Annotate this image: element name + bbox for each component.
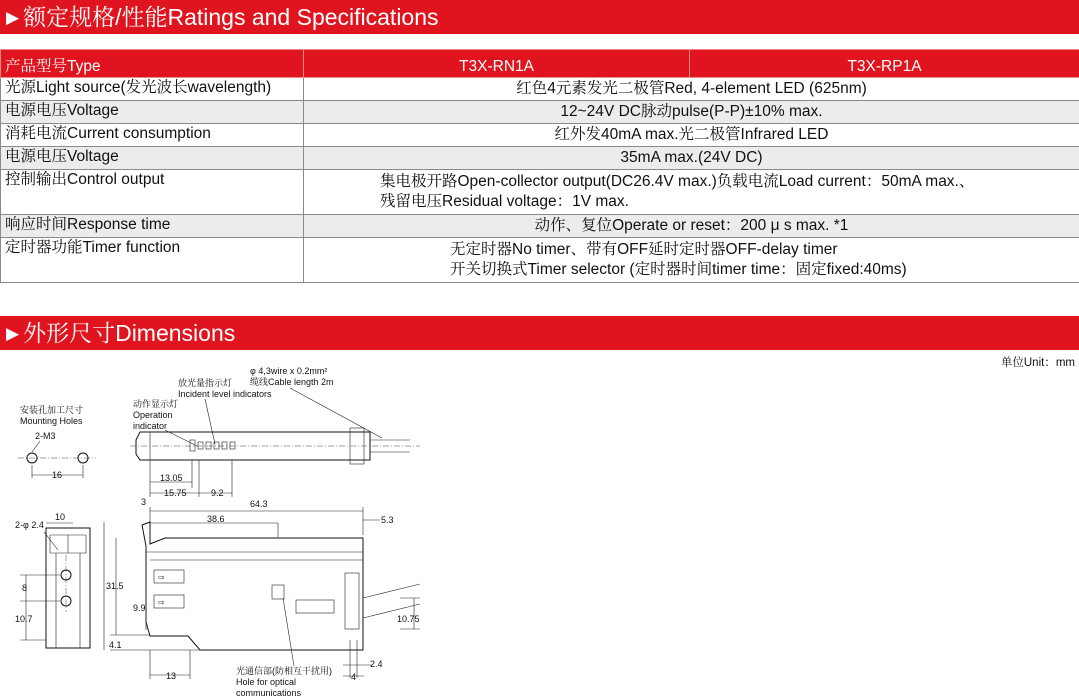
row-label: 电源电压Voltage	[1, 101, 304, 124]
row-label: 电源电压Voltage	[1, 147, 304, 170]
row-value-line: 无定时器No timer、带有OFF延时定时器OFF-delay timer	[450, 241, 838, 258]
optical-hole-en1-label: Hole for optical	[236, 677, 297, 687]
row-value-line: 集电极开路Open-collector output(DC26.4V max.)负载电流Load current：50mA max.、	[380, 173, 975, 190]
m3-leader	[32, 441, 40, 452]
dimensions-section-title	[6, 319, 235, 350]
dim-5-3-label: 5.3	[381, 515, 394, 525]
dim-64-3-label: 64.3	[250, 499, 268, 509]
optical-hole-en2-label: communications	[236, 688, 302, 698]
sensor-front-view-body	[142, 522, 363, 650]
wire-spec-label: φ 4,3wire x 0.2mm²	[250, 366, 328, 376]
arrow-right-icon: ⇨	[158, 598, 165, 607]
play-arrow-icon: ▶	[6, 8, 20, 27]
operation-indicator-cn-label: 动作显示灯	[133, 399, 179, 409]
ratings-section-header	[0, 0, 1079, 34]
dim-9-2-label: 9.2	[211, 488, 224, 498]
ratings-section-title	[6, 3, 439, 34]
row-label: 光源Light source(发光波长wavelength)	[1, 78, 304, 101]
dim-2-phi-2-4-label: 2-φ 2.4	[15, 520, 44, 530]
dim-3-label: 3	[141, 497, 147, 507]
dim-31-5-label: 31.5	[106, 581, 124, 591]
dim-16-label: 16	[52, 470, 63, 480]
table-row	[1, 170, 1079, 215]
dim-10-75-label: 10.75	[397, 614, 420, 624]
row-value	[304, 238, 1079, 283]
row-value: 12~24V DC脉动pulse(P-P)±10% max.	[304, 101, 1079, 124]
model-rn1a-header: T3X-RN1A	[304, 50, 690, 78]
table-row	[1, 238, 1079, 283]
incident-indicator-cn-label: 放光量指示灯	[178, 378, 233, 388]
mounting-holes-en-label: Mounting Holes	[20, 416, 83, 426]
operation-led	[190, 440, 195, 451]
incident-led-2	[206, 442, 211, 449]
incident-led-5	[230, 442, 235, 449]
dimensions-title-text: 外形尺寸Dimensions	[23, 320, 236, 346]
dim-10-label: 10	[55, 512, 66, 522]
row-value-line: 残留电压Residual voltage：1V max.	[380, 193, 629, 210]
row-label: 响应时间Response time	[1, 215, 304, 238]
cable-length-label: 缆线Cable length 2m	[250, 377, 334, 387]
table-row	[1, 147, 1079, 170]
dim-15-75-label: 15.75	[164, 488, 187, 498]
dim-13-label: 13	[166, 671, 177, 681]
row-value-line: 开关切换式Timer selector (定时器时间timer time：固定fixed:40ms)	[450, 261, 907, 278]
mounting-holes-cn-label: 安装孔加工尺寸	[20, 405, 84, 415]
arrow-right-icon: ⇨	[158, 573, 165, 582]
dimensions-section-header	[0, 316, 1079, 350]
dim-2-4-label: 2.4	[370, 659, 383, 669]
row-value: 动作、复位Operate or reset：200 μ s max. *1	[304, 215, 1079, 238]
wire-leader	[290, 388, 382, 438]
optical-hole-cn-label: 光通信部(防相互干扰用)	[236, 666, 332, 676]
play-arrow-icon: ▶	[6, 324, 20, 343]
table-row	[1, 78, 1079, 101]
table-header-row	[1, 50, 1079, 78]
table-row	[1, 101, 1079, 124]
incident-led-1	[198, 442, 203, 449]
incident-led-4	[222, 442, 227, 449]
m3-label: 2-M3	[35, 431, 56, 441]
front-view-cable	[363, 584, 420, 618]
type-header-label: 产品型号Type	[1, 50, 304, 78]
unit-label: 单位Unit：mm	[1000, 357, 1075, 369]
front-view-cable-clamp	[345, 573, 359, 629]
dim-9-9-label: 9.9	[133, 603, 146, 613]
hole-leader	[283, 598, 294, 666]
operation-indicator-en1-label: Operation	[133, 410, 173, 420]
optical-communication-hole	[272, 585, 284, 599]
row-value: 红色4元素发光二极管Red, 4-element LED (625nm)	[304, 78, 1079, 101]
dim-13-05-label: 13.05	[160, 473, 183, 483]
row-value: 35mA max.(24V DC)	[304, 147, 1079, 170]
dimension-drawing	[0, 360, 600, 699]
row-value: 红外发40mA max.光二极管Infrared LED	[304, 124, 1079, 147]
dim-38-6-label: 38.6	[207, 514, 225, 524]
ratings-title-text: 额定规格/性能Ratings and Specifications	[23, 4, 439, 30]
row-label: 控制输出Control output	[1, 170, 304, 215]
dim-8-label: 8	[22, 583, 28, 593]
row-value	[304, 170, 1079, 215]
table-row	[1, 215, 1079, 238]
front-view-label-plate	[296, 600, 334, 613]
dim-4-label: 4	[351, 672, 357, 682]
row-label: 消耗电流Current consumption	[1, 124, 304, 147]
incident-leader	[205, 399, 215, 444]
row-label: 定时器功能Timer function	[1, 238, 304, 283]
incident-indicator-en-label: Incident level indicators	[178, 389, 272, 399]
specifications-table	[0, 49, 1079, 283]
operation-indicator-en2-label: indicator	[133, 421, 168, 431]
dim-4-1-label: 4.1	[109, 640, 122, 650]
table-row	[1, 124, 1079, 147]
model-rp1a-header: T3X-RP1A	[690, 50, 1079, 78]
dim-10-7-label: 10.7	[15, 614, 33, 624]
